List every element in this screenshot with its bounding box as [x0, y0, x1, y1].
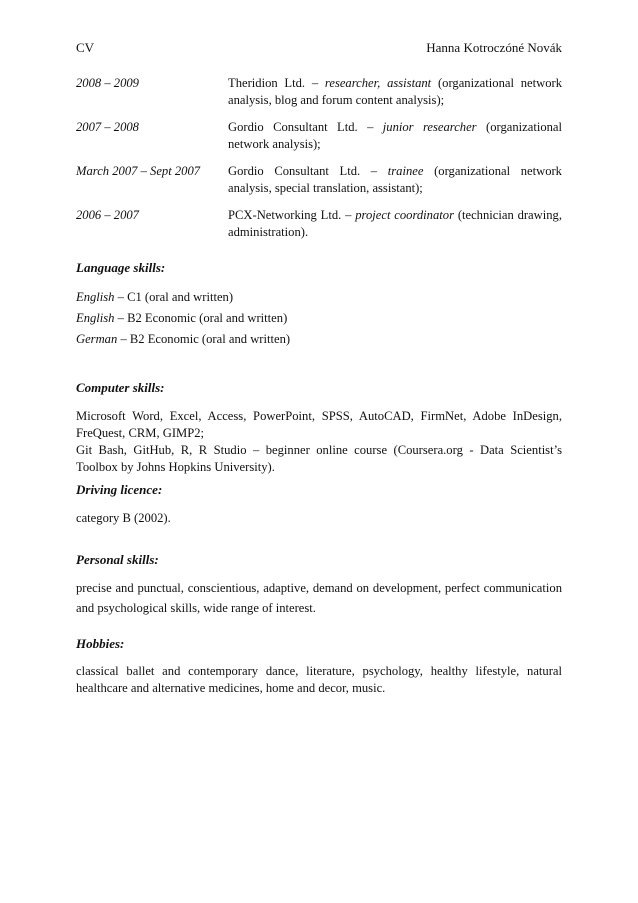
language-level: – B2 Economic (oral and written): [117, 311, 288, 325]
experience-company: Theridion Ltd. –: [228, 76, 319, 90]
experience-details: (technician drawing, administration).: [228, 208, 562, 239]
language-item: [76, 308, 562, 329]
language-skills-title: Language skills:: [76, 260, 166, 275]
personal-skills-title: Personal skills:: [76, 552, 159, 567]
computer-skills-line: Git Bash, GitHub, R, R Studio – beginner online course (Coursera.org - Data Scientist’s Toolbox by Johns Hopkins University).: [76, 443, 562, 474]
experience-description: [228, 207, 562, 241]
language-level: – C1 (oral and written): [117, 290, 234, 304]
experience-item: [76, 163, 562, 197]
experience-date: March 2007 – Sept 2007: [76, 164, 201, 178]
hobbies-title: Hobbies:: [76, 636, 125, 651]
experience-date: 2006 – 2007: [76, 208, 139, 222]
language-item: [76, 287, 562, 308]
experience-company: PCX-Networking Ltd. –: [228, 208, 352, 222]
language-name: English: [76, 290, 115, 304]
experience-description: [228, 163, 562, 197]
header-author: Hanna Kotroczóné Novák: [426, 40, 562, 55]
language-level: – B2 Economic (oral and written): [120, 332, 291, 346]
experience-role: trainee: [387, 164, 424, 178]
experience-date: 2007 – 2008: [76, 120, 139, 134]
driving-licence-title: Driving licence:: [76, 482, 163, 497]
computer-skills-text: [76, 408, 562, 476]
language-skills-list: [76, 287, 562, 350]
experience-item: [76, 207, 562, 241]
hobbies-text: classical ballet and contemporary dance, literature, psychology, healthy lifestyle, natural healthcare and alternative medicines, home and decor, music.: [76, 664, 562, 695]
experience-role: project coordinator: [355, 208, 454, 222]
driving-licence-text: category B (2002).: [76, 511, 171, 525]
experience-company: Gordio Consultant Ltd. –: [228, 164, 378, 178]
experience-company: Gordio Consultant Ltd. –: [228, 120, 374, 134]
personal-skills-text: precise and punctual, conscientious, adaptive, demand on development, perfect communication and psychological skills, wide range of interest.: [76, 581, 562, 615]
language-name: English: [76, 311, 115, 325]
experience-role: junior researcher: [382, 120, 477, 134]
experience-role: researcher, assistant: [324, 76, 432, 90]
experience-item: [76, 75, 562, 109]
page-header: [76, 40, 562, 56]
experience-date: 2008 – 2009: [76, 76, 139, 90]
language-item: [76, 329, 562, 350]
experience-details: (organizational network analysis, blog and forum content analysis);: [228, 76, 562, 107]
header-left: CV: [76, 40, 95, 55]
experience-details: (organizational network analysis, special translation, assistant);: [228, 164, 562, 195]
experience-item: [76, 119, 562, 153]
experience-description: [228, 75, 562, 109]
experience-description: [228, 119, 562, 153]
computer-skills-title: Computer skills:: [76, 380, 165, 395]
language-name: German: [76, 332, 118, 346]
computer-skills-line: Microsoft Word, Excel, Access, PowerPoint, SPSS, AutoCAD, FirmNet, Adobe InDesign, FreQuest, CRM, GIMP2;: [76, 409, 562, 440]
experience-details: (organizational network analysis);: [228, 120, 562, 151]
experience-list: [76, 75, 562, 251]
